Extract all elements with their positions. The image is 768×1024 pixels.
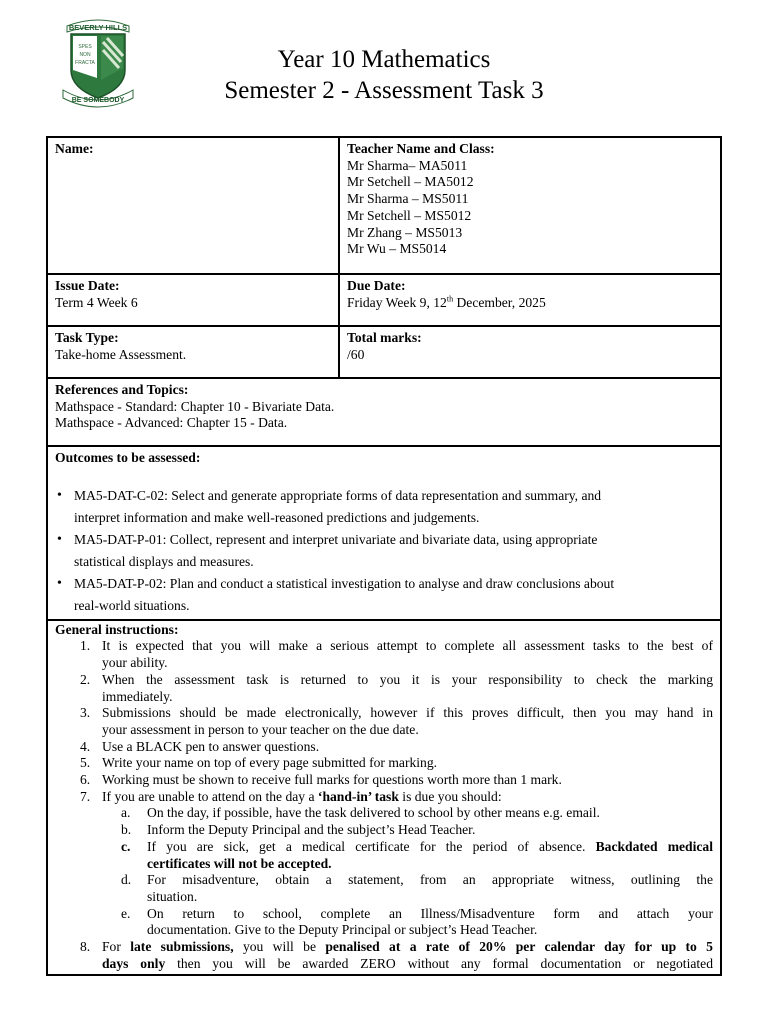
task-type-value: Take-home Assessment. xyxy=(55,346,187,362)
dates-row xyxy=(47,274,721,326)
outcomes-label: Outcomes to be assessed: xyxy=(55,450,201,465)
issue-date-value: Term 4 Week 6 xyxy=(55,294,138,310)
outcome-item: • MA5-DAT-C-02: Select and generate appropriate forms of data representation and summary, and interpret information and make well-reasoned predictions and judgements. xyxy=(74,485,713,529)
instruction-item: 1. It is expected that you will make a serious attempt to complete all assessment tasks to the best of your ability. xyxy=(80,638,713,671)
name-cell[interactable] xyxy=(47,137,339,274)
instructions-list xyxy=(55,638,713,972)
page-title: Year 10 Mathematics xyxy=(277,46,491,73)
instruction-item: 8. For late submissions, you will be penalised at a rate of 20% per calendar day for up to 5 days only then you will be awarded ZERO without any formal documentation or negotiated xyxy=(80,939,713,971)
instruction-item: 4. Use a BLACK pen to answer questions. xyxy=(80,738,320,754)
absence-step-item: a. On the day, if possible, have the task delivered to school by other means e.g. email. xyxy=(121,805,600,821)
outcomes-cell xyxy=(47,446,721,620)
references-label: References and Topics: xyxy=(55,382,189,397)
references-row xyxy=(47,378,721,446)
absence-step-item: d. For misadventure, obtain a statement, from an appropriate witness, outlining the situation. xyxy=(121,872,713,904)
assessment-info-table xyxy=(46,136,722,976)
svg-text:FRACTA: FRACTA xyxy=(75,60,95,66)
outcome-item: • MA5-DAT-P-02: Plan and conduct a statistical investigation to analyse and draw conclusions about real-world situations. xyxy=(74,573,713,617)
absence-step-item: b. Inform the Deputy Principal and the subject’s Head Teacher. xyxy=(121,822,476,838)
teacher-class-item: Mr Zhang – MS5013 xyxy=(347,224,463,240)
instruction-item: 7. If you are unable to attend on the day a ‘hand-in’ task is due you should: a. On the day, if possible, have the task delivered to school by other means e.g. email. b. Inform the Deputy Principal and the subject’s Head Teacher. c. If you are sick, get a medical certificate for the period of absence. Backdated medical certificates will not be accepted. d. For misadventure, obtain a statement, from an appropriate witness, outlining the situation. e. On return to school, complete an Illness/Misadventure form and attach your documentation. Give to the Deputy Principal or subject’s Head Teacher. xyxy=(80,788,713,938)
instruction-item: 2. When the assessment task is returned to you it is your responsibility to check the marking immediately. xyxy=(80,671,713,704)
instructions-label: General instructions: xyxy=(55,621,179,637)
svg-text:BEVERLY HILLS: BEVERLY HILLS xyxy=(68,23,128,32)
outcomes-row xyxy=(47,446,721,620)
page-subtitle: Semester 2 - Assessment Task 3 xyxy=(224,77,544,104)
name-label: Name: xyxy=(55,141,94,156)
instruction-item: 5. Write your name on top of every page submitted for marking. xyxy=(80,755,438,771)
teacher-class-item: Mr Sharma – MS5011 xyxy=(347,191,469,207)
instructions-cell xyxy=(47,620,721,976)
teacher-class-item: Mr Wu – MS5014 xyxy=(347,241,447,257)
instruction-item: 3. Submissions should be made electronically, however if this proves difficult, then you may hand in your assessment in person to your teacher on the due date. xyxy=(80,705,713,737)
due-date-value: Friday Week 9, 12th December, 2025 xyxy=(347,294,546,310)
teacher-cell xyxy=(339,137,721,274)
absence-steps-list xyxy=(102,805,713,939)
teacher-label: Teacher Name and Class: xyxy=(347,141,495,156)
svg-text:BE SOMEBODY: BE SOMEBODY xyxy=(71,97,125,104)
teacher-class-item: Mr Setchell – MS5012 xyxy=(347,207,472,223)
instructions-row xyxy=(47,620,721,976)
issue-date-label: Issue Date: xyxy=(55,278,120,293)
task-type-cell xyxy=(47,326,339,378)
due-date-cell xyxy=(339,274,721,326)
teacher-class-item: Mr Sharma– MA5011 xyxy=(347,157,468,173)
absence-step-item: c. If you are sick, get a medical certificate for the period of absence. Backdated medical certificates will not be accepted. xyxy=(121,838,713,871)
total-marks-cell xyxy=(339,326,721,378)
issue-date-cell xyxy=(47,274,339,326)
reference-item: Mathspace - Standard: Chapter 10 - Bivariate Data. xyxy=(55,398,335,414)
due-date-label: Due Date: xyxy=(347,278,406,293)
total-marks-label: Total marks: xyxy=(347,330,422,345)
outcome-item: • MA5-DAT-P-01: Collect, represent and interpret univariate and bivariate data, using appropriate statistical displays and measures. xyxy=(74,529,713,573)
absence-step-item: e. On return to school, complete an Illness/Misadventure form and attach your documentation. Give to the Deputy Principal or subject’s Head Teacher. xyxy=(121,905,713,938)
teacher-class-item: Mr Setchell – MA5012 xyxy=(347,174,474,190)
task-type-label: Task Type: xyxy=(55,330,119,345)
instruction-item: 6. Working must be shown to receive full marks for questions worth more than 1 mark. xyxy=(80,772,562,788)
references-cell xyxy=(47,378,721,446)
task-marks-row xyxy=(47,326,721,378)
outcomes-list xyxy=(55,485,713,617)
name-teacher-row xyxy=(47,137,721,274)
svg-text:SPES: SPES xyxy=(78,44,92,50)
total-marks-value: /60 xyxy=(347,346,365,362)
svg-text:NON: NON xyxy=(79,52,91,58)
reference-item: Mathspace - Advanced: Chapter 15 - Data. xyxy=(55,415,288,431)
